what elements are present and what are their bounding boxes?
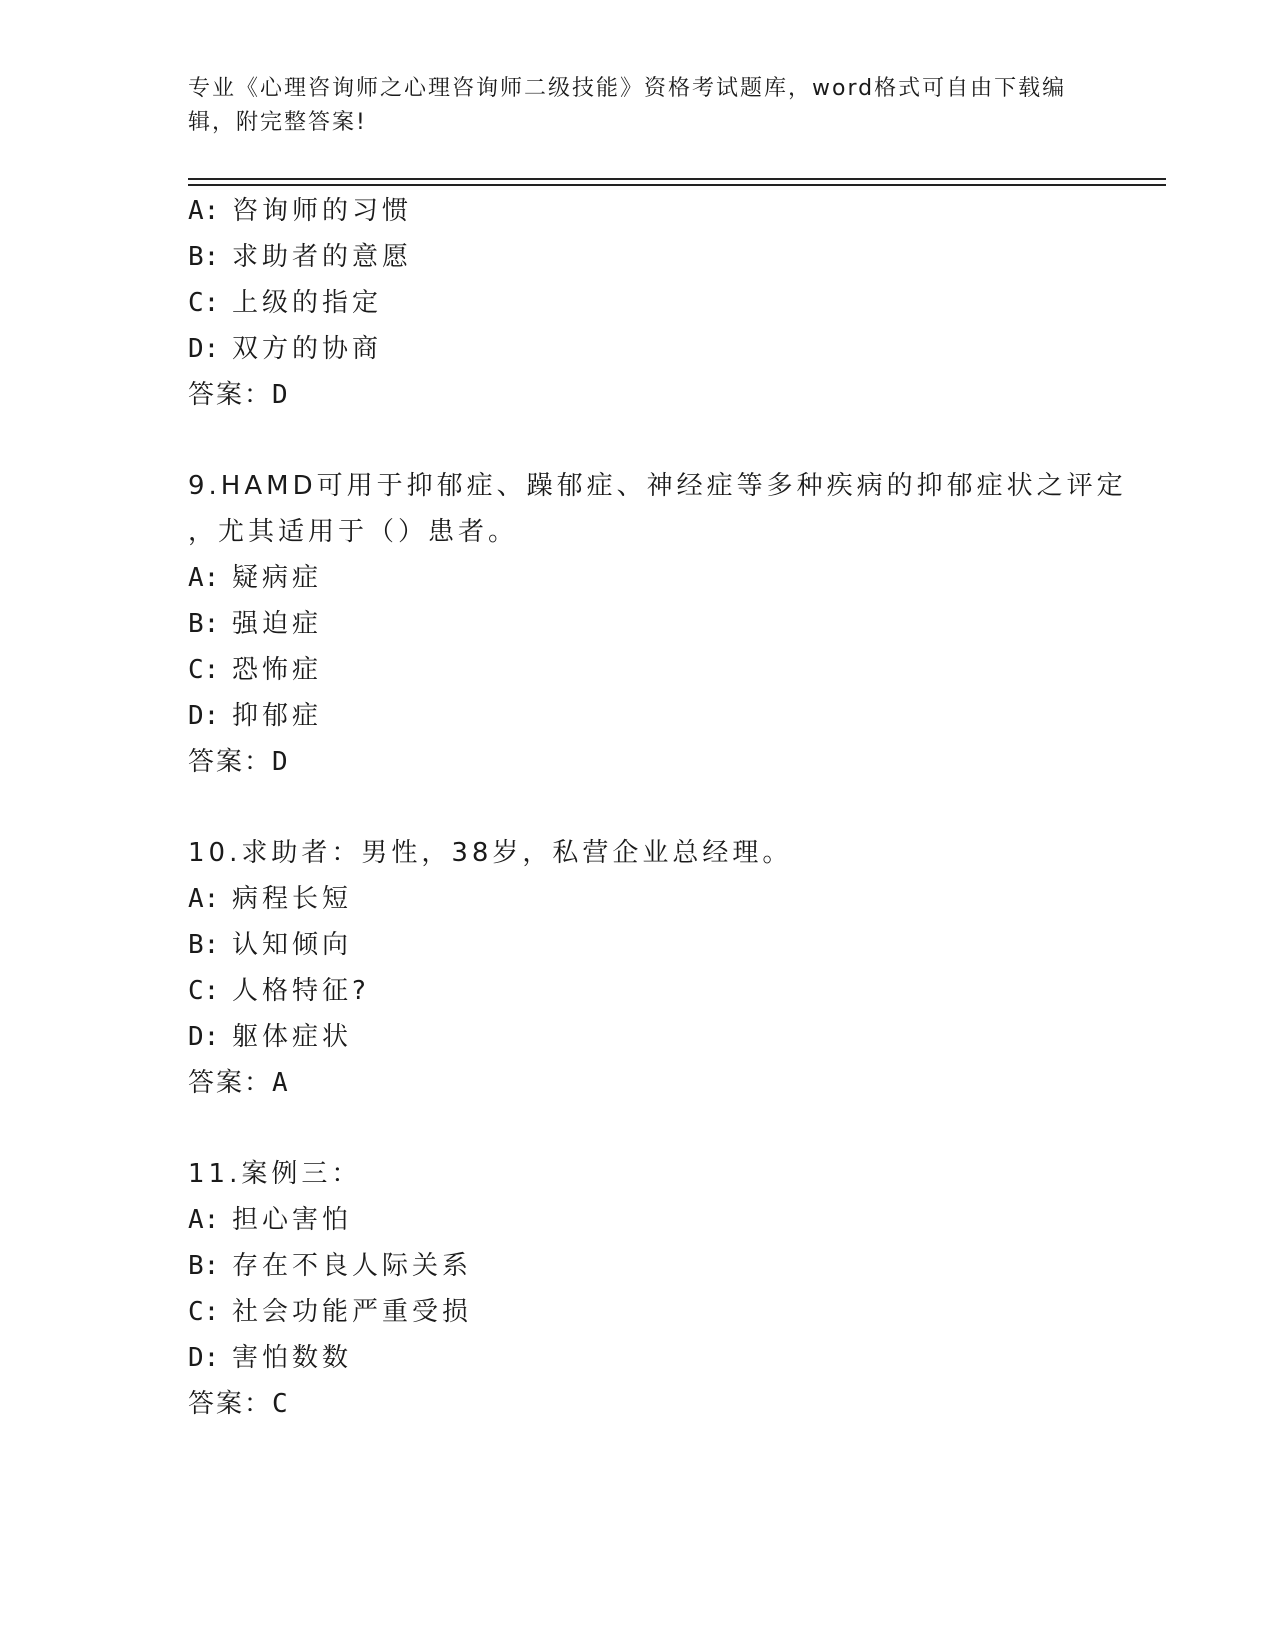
answer-prefix: 答案： (188, 1068, 273, 1098)
option-text: 咨询师的习惯 (232, 196, 413, 226)
option-label: C: (188, 288, 220, 318)
option-text: 存在不良人际关系 (232, 1251, 473, 1281)
option-b (188, 1243, 1148, 1289)
option-label: D: (188, 1022, 220, 1052)
option-a (188, 555, 1148, 601)
option-label: B: (188, 1251, 220, 1281)
question-text: 9.HAMD可用于抑郁症、躁郁症、神经症等多种疾病的抑郁症状之评定 (188, 471, 1127, 501)
option-d (188, 1335, 1148, 1381)
question-text: 11.案例三： (188, 1159, 362, 1189)
header-divider-top (188, 178, 1166, 180)
answer-value: D (272, 380, 290, 410)
option-d (188, 693, 1148, 739)
option-a (188, 876, 1148, 922)
option-label: A: (188, 1205, 220, 1235)
option-label: B: (188, 930, 220, 960)
option-label: A: (188, 884, 220, 914)
question-block-continued (188, 188, 1148, 418)
option-text: 抑郁症 (232, 701, 323, 731)
answer-value: C (272, 1389, 290, 1419)
header-divider-bottom (188, 184, 1166, 186)
option-text: 躯体症状 (232, 1022, 353, 1052)
document-header: 专业《心理咨询师之心理咨询师二级技能》资格考试题库，word格式可自由下载编辑，附完整答案! (188, 76, 1067, 135)
question-text-continued: ，尤其适用于（）患者。 (188, 517, 519, 547)
question-10 (188, 830, 1148, 1106)
spacer (188, 785, 1148, 830)
answer-prefix: 答案： (188, 747, 273, 777)
option-text: 社会功能严重受损 (232, 1297, 473, 1327)
option-label: B: (188, 609, 220, 639)
option-b (188, 234, 1148, 280)
question-9 (188, 463, 1148, 785)
option-label: C: (188, 976, 220, 1006)
question-list (188, 188, 1148, 1427)
option-d (188, 326, 1148, 372)
option-c (188, 1289, 1148, 1335)
option-text: 双方的协商 (232, 334, 383, 364)
option-c (188, 280, 1148, 326)
option-label: A: (188, 196, 220, 226)
spacer (188, 418, 1148, 463)
spacer (188, 1106, 1148, 1151)
option-label: D: (188, 1343, 220, 1373)
option-text: 强迫症 (232, 609, 323, 639)
option-b (188, 922, 1148, 968)
option-label: C: (188, 655, 220, 685)
option-text: 疑病症 (232, 563, 323, 593)
option-text: 求助者的意愿 (232, 242, 413, 272)
option-text: 害怕数数 (232, 1343, 353, 1373)
option-a (188, 1197, 1148, 1243)
option-text: 病程长短 (232, 884, 353, 914)
answer-line (188, 1060, 1148, 1106)
answer-value: A (272, 1068, 290, 1098)
option-c (188, 647, 1148, 693)
option-text: 人格特征? (232, 976, 370, 1006)
option-label: A: (188, 563, 220, 593)
option-label: D: (188, 334, 220, 364)
option-text: 恐怖症 (232, 655, 323, 685)
option-c (188, 968, 1148, 1014)
option-text: 担心害怕 (232, 1205, 353, 1235)
answer-line (188, 372, 1148, 418)
option-a (188, 188, 1148, 234)
answer-prefix: 答案： (188, 1389, 273, 1419)
answer-line (188, 1381, 1148, 1427)
option-b (188, 601, 1148, 647)
answer-prefix: 答案： (188, 380, 273, 410)
option-text: 认知倾向 (232, 930, 353, 960)
option-text: 上级的指定 (232, 288, 383, 318)
answer-value: D (272, 747, 290, 777)
option-label: D: (188, 701, 220, 731)
option-d (188, 1014, 1148, 1060)
option-label: C: (188, 1297, 220, 1327)
option-label: B: (188, 242, 220, 272)
question-11 (188, 1151, 1148, 1427)
question-text: 10.求助者：男性，38岁，私营企业总经理。 (188, 838, 793, 868)
answer-line (188, 739, 1148, 785)
